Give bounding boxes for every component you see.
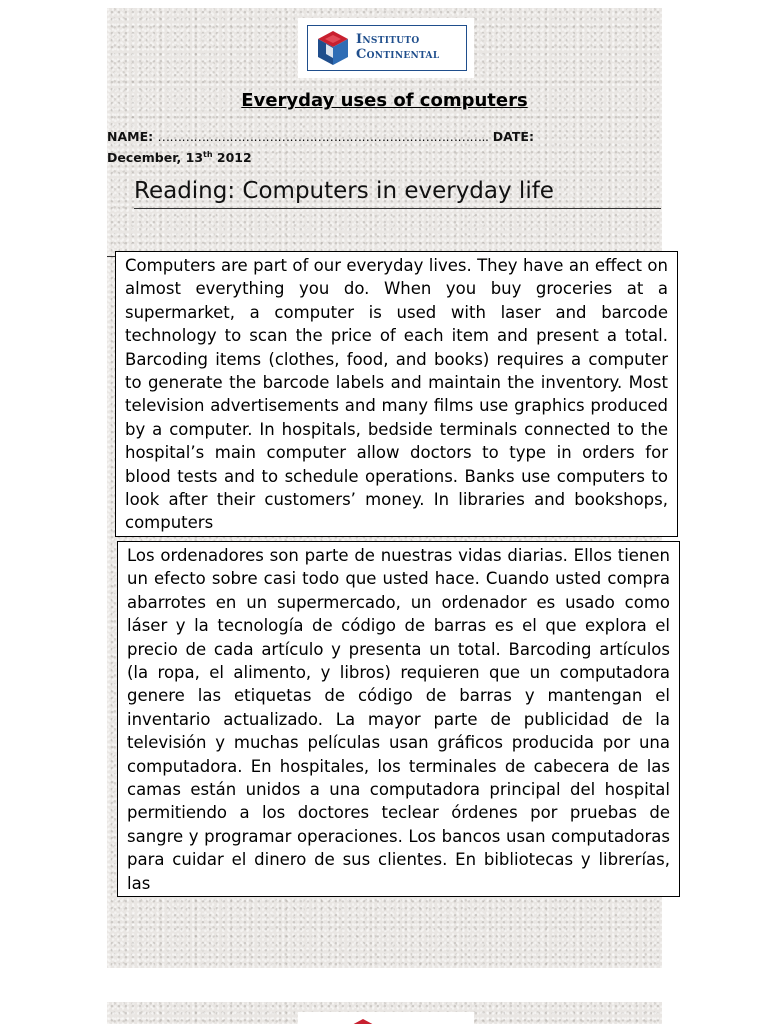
document-page-1 [107, 8, 670, 968]
date-label: DATE: [492, 129, 534, 144]
divider [107, 256, 115, 257]
reading-heading: Reading: Computers in everyday life [134, 176, 661, 209]
cube-logo-icon [346, 1018, 380, 1024]
logo-line-2: Continental [356, 47, 440, 62]
cube-logo-icon [316, 30, 350, 66]
document-title: Everyday uses of computers [241, 90, 528, 111]
date-year: 2012 [216, 150, 252, 166]
date-suffix: th [203, 150, 213, 159]
date-value [107, 146, 252, 167]
logo-frame [307, 25, 467, 71]
institute-logo [298, 18, 474, 78]
logo-text [356, 32, 439, 62]
name-blank: ……………………………………………………………………….. [157, 129, 489, 144]
institute-logo-page-2 [298, 1012, 474, 1024]
date-prefix: December, 13 [107, 150, 204, 166]
name-field-line [107, 128, 662, 146]
document-page-2 [107, 1002, 662, 1024]
english-text-box: Computers are part of our everyday lives. They have an effect on almost everything you do. When you buy groceries at a supermarket, a computer is used with laser and barcode technology to scan the price of each item and present a total. Barcoding items (clothes, food, and books) requires a computer to generate the barcode labels and maintain the inventory. Most television advertisements and many films use graphics produced by a computer. In hospitals, bedside terminals connected to the hospital’s main computer allow doctors to type in orders for blood tests and to schedule operations. Banks use computers to look after their customers’ money. In libraries and bookshops, computers [115, 251, 678, 537]
logo-line-1: Instituto [356, 32, 420, 47]
spanish-text-box: Los ordenadores son parte de nuestras vidas diarias. Ellos tienen un efecto sobre casi todo que usted hace. Cuando usted compra abarrotes en un supermercado, un ordenador es usado como láser y la tecnología de código de barras es el que explora el precio de cada artículo y presenta un total. Barcoding artículos (la ropa, el alimento, y libros) requieren que un computadora genere las etiquetas de código de barras y mantengan el inventario actualizado. La mayor parte de publicidad de la televisión y muchas películas usan gráficos producida por una computadora. En hospitales, los terminales de cabecera de las camas están unidos a una computadora principal del hospital permitiendo a los doctores teclear órdenes por pruebas de sangre y programar operaciones. Los bancos usan computadoras para cuidar el dinero de sus clientes. En bibliotecas y librerías, las [117, 541, 680, 897]
name-label: NAME: [107, 129, 154, 144]
